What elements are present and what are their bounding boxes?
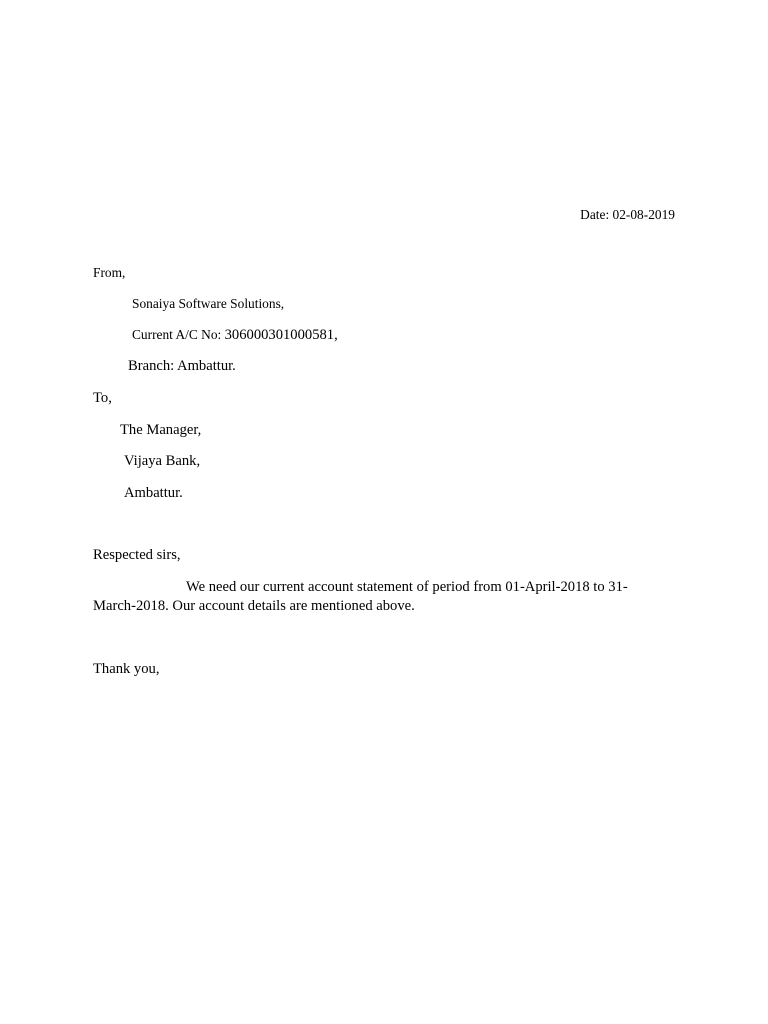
to-bank: Vijaya Bank, — [124, 453, 201, 469]
salutation: Respected sirs, — [93, 547, 181, 563]
account-number: 306000301000581, — [224, 327, 338, 343]
from-label: From, — [93, 265, 126, 280]
body-line-1 — [93, 578, 663, 597]
account-label: Current A/C No: — [132, 327, 225, 342]
to-recipient: The Manager, — [120, 422, 202, 438]
letter-date: Date: 02-08-2019 — [580, 207, 675, 222]
to-label: To, — [93, 390, 112, 406]
to-city: Ambattur. — [124, 485, 183, 501]
from-company: Sonaiya Software Solutions, — [132, 296, 285, 311]
body-paragraph — [93, 578, 663, 616]
body-line-1-text: We need our current account statement of period from 01-April-2018 to 31- — [186, 579, 628, 595]
body-line-2: March-2018. Our account details are mentioned above. — [93, 598, 415, 614]
from-branch: Branch: Ambattur. — [128, 358, 236, 374]
from-account — [132, 326, 338, 344]
closing: Thank you, — [93, 661, 160, 677]
